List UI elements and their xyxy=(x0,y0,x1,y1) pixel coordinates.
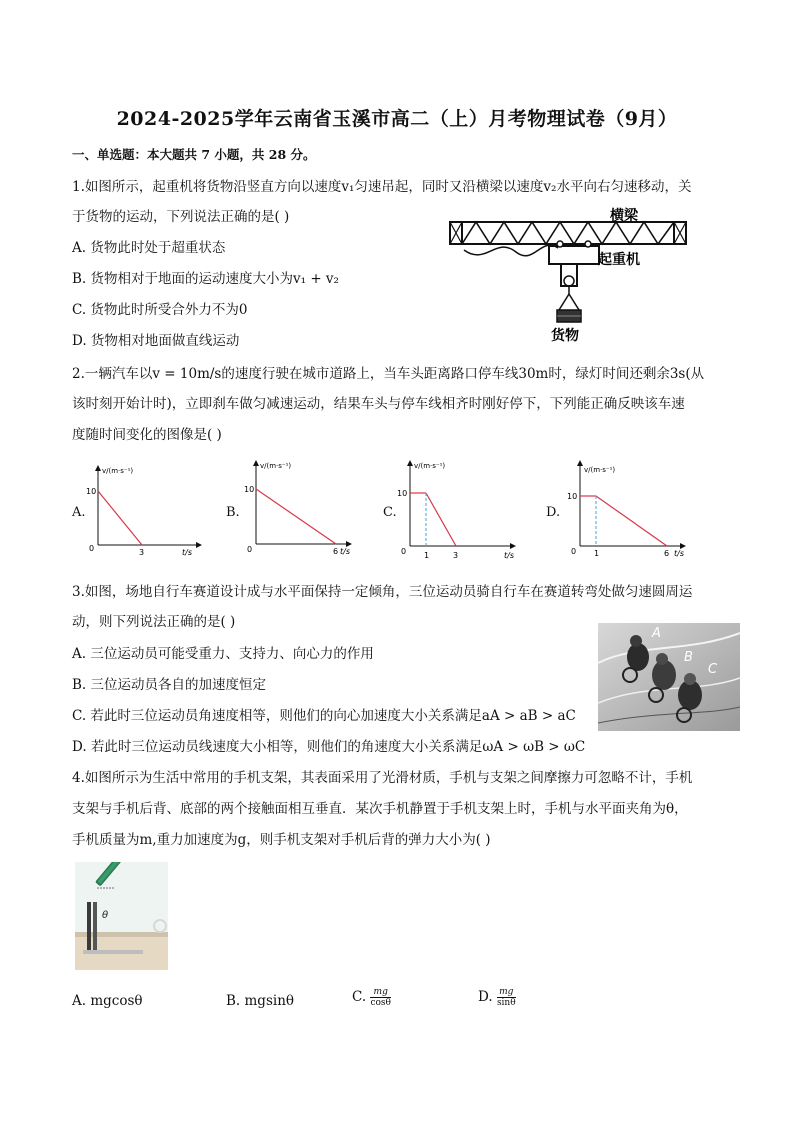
q2-graph-b[interactable] xyxy=(242,458,354,563)
q1-option-d[interactable]: D. 货物相对地面做直线运动 xyxy=(72,333,240,349)
q2-graph-d-line-slope xyxy=(596,496,667,546)
q1-label-cargo: 货物 xyxy=(551,328,579,344)
q4-option-a[interactable]: A. mgcosθ xyxy=(72,993,143,1009)
q2-graph-c-tick-2: 3 xyxy=(453,551,459,560)
q3-stem-line1: 3.如图，场地自行车赛道设计成与水平面保持一定倾角，三位运动员骑自行车在赛道转弯处做匀速圆周运 xyxy=(72,584,693,600)
q4-option-c-fraction xyxy=(370,987,391,1008)
section-heading: 一、单选题：本大题共 7 小题，共 28 分。 xyxy=(72,147,316,162)
q4-option-d-fraction xyxy=(497,987,516,1008)
q3-option-b[interactable]: B. 三位运动员各自的加速度恒定 xyxy=(72,677,267,693)
q2-graph-d-letter[interactable]: D. xyxy=(546,505,561,520)
q2-graph-a-ylabel: v/(m·s⁻¹) xyxy=(102,467,134,475)
q3-photo-label-b: B xyxy=(684,650,693,665)
q2-graph-a-origin: 0 xyxy=(89,544,95,553)
q3-option-d[interactable]: D. 若此时三位运动员线速度大小相等，则他们的角速度大小关系满足ωA > ωB > ωC xyxy=(72,739,586,755)
q1-label-beam: 横梁 xyxy=(610,208,638,224)
q4-option-c-label: C. xyxy=(352,989,367,1005)
q2-graph-a-letter[interactable]: A. xyxy=(72,505,86,520)
q1-option-c[interactable]: C. 货物此时所受合外力不为0 xyxy=(72,302,248,318)
q4-option-d-numerator: mg xyxy=(497,987,516,998)
q2-graph-c[interactable] xyxy=(396,458,521,563)
q2-graph-b-tick-1: 6 xyxy=(333,547,339,556)
q4-option-d[interactable] xyxy=(478,987,516,1008)
q1-stem-line1: 1.如图所示，起重机将货物沿竖直方向以速度v₁匀速吊起，同时又沿横梁以速度v₂水平向右匀速移动，关 xyxy=(72,179,692,195)
q3-option-c[interactable]: C. 若此时三位运动员角速度相等，则他们的向心加速度大小关系满足aA > aB > aC xyxy=(72,708,576,724)
q1-stem-line2: 于货物的运动，下列说法正确的是( ) xyxy=(72,209,290,225)
q2-graph-a-tick-1: 3 xyxy=(139,548,145,557)
q4-stem-line2: 支架与手机后背、底部的两个接触面相互垂直．某次手机静置于手机支架上时，手机与水平面夹角为θ， xyxy=(72,801,688,817)
q3-photo-label-c: C xyxy=(708,662,718,677)
q1-label-crane: 起重机 xyxy=(598,252,640,268)
q2-graph-b-origin: 0 xyxy=(247,545,253,554)
q3-stem-line2: 动，则下列说法正确的是( ) xyxy=(72,614,236,630)
q2-graph-d-ylabel: v/(m·s⁻¹) xyxy=(584,466,616,474)
q2-graph-c-xlabel: t/s xyxy=(504,551,514,560)
q2-stem-line3: 度随时间变化的图像是( ) xyxy=(72,427,222,443)
q4-option-c[interactable] xyxy=(352,987,391,1008)
q2-graph-d-origin: 0 xyxy=(571,547,577,556)
q2-graph-d-y0: 10 xyxy=(567,492,578,501)
q2-graph-c-line-slope xyxy=(426,493,456,546)
q2-graph-d-xlabel: t/s xyxy=(674,549,684,558)
q4-option-b[interactable]: B. mgsinθ xyxy=(226,993,295,1009)
q2-graph-b-line xyxy=(256,489,336,544)
q2-graph-c-y0: 10 xyxy=(397,489,408,498)
q4-option-c-numerator: mg xyxy=(370,987,391,998)
q2-graph-c-ylabel: v/(m·s⁻¹) xyxy=(414,462,446,470)
q2-graph-a-y0: 10 xyxy=(86,487,97,496)
q4-stem-line3: 手机质量为m,重力加速度为g，则手机支架对手机后背的弹力大小为( ) xyxy=(72,832,491,848)
q4-phone-stand-photo xyxy=(75,862,168,970)
q1-option-a[interactable]: A. 货物此时处于超重状态 xyxy=(72,240,226,256)
q2-graph-c-letter[interactable]: C. xyxy=(383,505,397,520)
q2-stem-line2: 该时刻开始计时)，立即刹车做匀减速运动，结果车头与停车线相齐时刚好停下，下列能正确反映该车速 xyxy=(72,396,685,412)
q1-crane-figure xyxy=(446,206,690,346)
q2-graph-a-line xyxy=(98,491,142,545)
q3-option-a[interactable]: A. 三位运动员可能受重力、支持力、向心力的作用 xyxy=(72,646,374,662)
q2-graph-d-tick-2: 6 xyxy=(664,549,670,558)
q4-photo-theta: θ xyxy=(102,910,109,921)
q2-graph-c-origin: 0 xyxy=(401,547,407,556)
q3-cyclists-photo xyxy=(598,623,740,731)
q3-photo-label-a: A xyxy=(652,626,661,641)
q2-graph-d[interactable] xyxy=(566,458,692,563)
q4-option-c-denominator: cosθ xyxy=(370,998,391,1008)
q2-graph-b-xlabel: t/s xyxy=(340,547,350,556)
q2-graph-a[interactable] xyxy=(84,463,204,563)
q1-option-b[interactable]: B. 货物相对于地面的运动速度大小为v₁ + v₂ xyxy=(72,271,339,287)
q2-graph-b-letter[interactable]: B. xyxy=(226,505,240,520)
q2-graph-d-tick-1: 1 xyxy=(594,549,600,558)
q2-graph-b-y0: 10 xyxy=(244,485,255,494)
page-title: 2024-2025学年云南省玉溪市高二（上）月考物理试卷（9月） xyxy=(116,108,678,130)
q2-graph-c-tick-1: 1 xyxy=(424,551,430,560)
q2-graph-a-xlabel: t/s xyxy=(182,548,192,557)
q4-option-d-denominator: sinθ xyxy=(496,998,516,1008)
q4-option-d-label: D. xyxy=(478,989,493,1005)
q4-stem-line1: 4.如图所示为生活中常用的手机支架，其表面采用了光滑材质，手机与支架之间摩擦力可忽略不计，手机 xyxy=(72,770,693,786)
q2-stem-line1: 2.一辆汽车以v = 10m/s的速度行驶在城市道路上，当车头距离路口停车线30m时，绿灯时间还剩余3s(从 xyxy=(72,366,705,382)
q2-graph-b-ylabel: v/(m·s⁻¹) xyxy=(260,462,292,470)
